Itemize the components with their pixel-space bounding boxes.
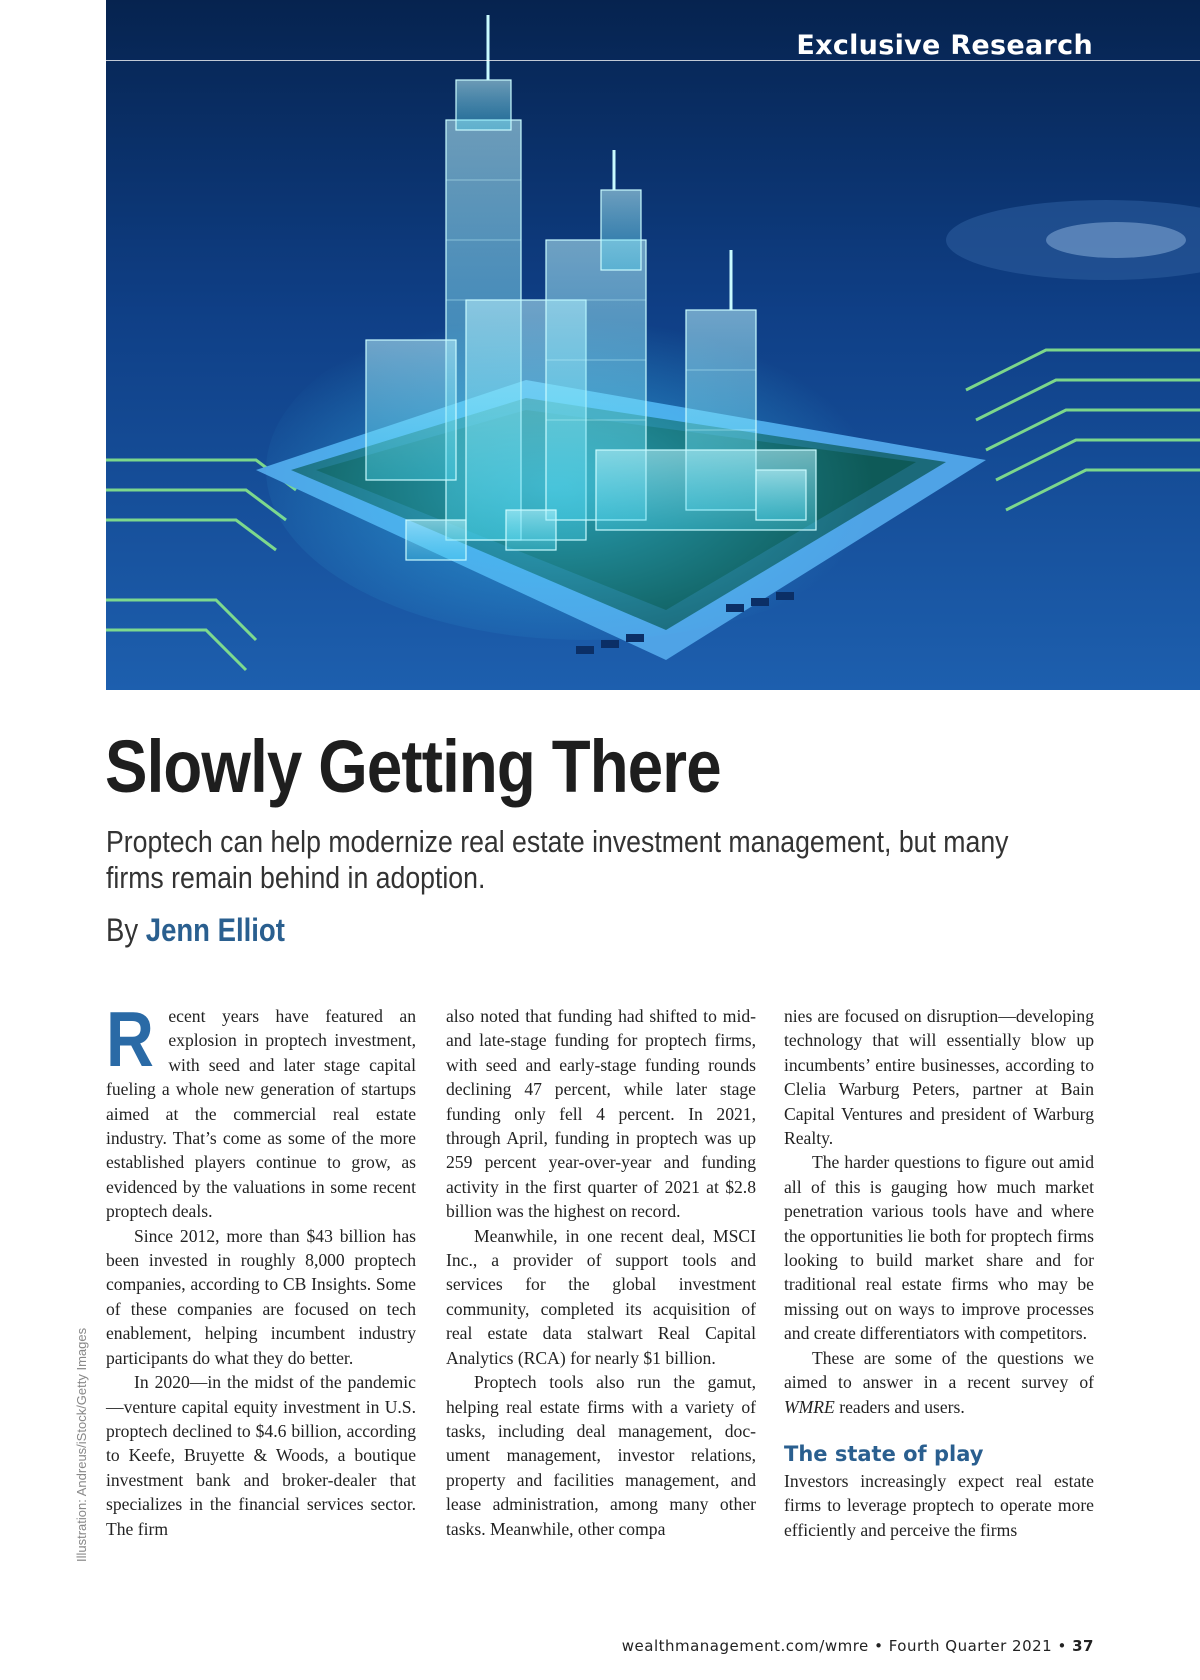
- section-label: Exclusive Research: [796, 30, 1093, 61]
- footer-separator: •: [1057, 1637, 1067, 1655]
- page-number: 37: [1072, 1637, 1094, 1655]
- paragraph: [106, 995, 416, 1224]
- drop-cap: R: [106, 995, 154, 1083]
- hero-illustration: [106, 0, 1200, 690]
- paragraph: [784, 1346, 1094, 1419]
- paragraph: Meanwhile, in one recent deal, MSCI Inc., a provider of support tools and services for the global investment community, completed its acquisition of real estate data stalwart Real Capital Analytics (RCA) for nearly $1 billion.: [446, 1225, 756, 1368]
- paragraph: The harder questions to figure out amid all of this is gauging how much market penetration various tools have and where the opportunities lie both for proptech firms looking to build market share and for traditional real estate firms who may be missing out on ways to improve processes and create differentiators with competitors.: [784, 1152, 1094, 1344]
- photo-credit: Illustration: Andreus/iStock/Getty Images: [74, 1327, 89, 1562]
- paragraph: Since 2012, more than $43 billion has been invested in roughly 8,000 proptech companies, according to CB Insights. Some of these companies are focused on tech enablement, helping incumbent industry participants do what they do better.: [106, 1225, 416, 1368]
- article-title: Slowly Getting There: [105, 725, 721, 808]
- body-column-3: [784, 1004, 1094, 1542]
- paragraph: In 2020—in the midst of the pandemic—venture capital equity investment in U.S. proptech declined to $4.6 billion, according to Keefe, Bruyette & Woods, a boutique investment bank and broker-dealer that specializes in the financial services sector. The firm: [106, 1372, 416, 1539]
- paragraph: also noted that funding had shifted to mid- and late-stage funding for proptech firms, with seed and early-stage funding rounds declining 47 percent, while later stage funding only fell 4 percent. In 2021, through April, funding in proptech was up 259 percent year-over-year and funding activity in the first quarter of 2021 at $2.8 billion was the highest on record.: [446, 1006, 756, 1222]
- byline: [106, 912, 285, 949]
- paragraph: Proptech tools also run the gamut, helping real estate firms with a variety of tasks, including deal management, document management, investor relations, property and facilities management, and lease administration, among many other tasks. Meanwhile, other compa: [446, 1372, 756, 1539]
- page-footer: [622, 1637, 1094, 1655]
- publication-name: WMRE: [784, 1396, 835, 1417]
- city-on-circuit-board-illustration: [106, 0, 1200, 690]
- section-subhead: The state of play: [784, 1441, 984, 1466]
- paragraph-text: ecent years have featured an explosion in proptech investment, with seed and later stage capital fueling a whole new generation of startups aimed at the commercial real estate industry. That’s come as some of the more established players continue to grow, as evidenced by the valuations in some recent proptech deals.: [106, 1006, 416, 1222]
- author-name: Jenn Elliot: [145, 912, 285, 948]
- paragraph: Investors increasingly expect real estate firms to leverage proptech to operate more efficiently and perceive the firms: [784, 1470, 1094, 1540]
- paragraph-text: readers and users.: [834, 1396, 965, 1417]
- footer-issue: Fourth Quarter 2021: [888, 1637, 1053, 1655]
- footer-site: wealthmanagement.com/wmre: [621, 1637, 869, 1655]
- article-dek: Proptech can help modernize real estate investment management, but many firms remain behind in adoption.: [106, 824, 1009, 895]
- body-column-1: [106, 995, 416, 1541]
- paragraph-text: These are some of the questions we aimed to answer in a recent survey of: [784, 1347, 1094, 1393]
- footer-separator: •: [874, 1637, 884, 1655]
- byline-prefix: By: [106, 912, 139, 948]
- paragraph: nies are focused on disruption—developing technology that will essentially blow up incumbents’ entire businesses, according to Clelia Warburg Peters, partner at Bain Capital Ventures and president of Warburg Realty.: [784, 1006, 1094, 1149]
- body-column-2: [446, 1004, 756, 1541]
